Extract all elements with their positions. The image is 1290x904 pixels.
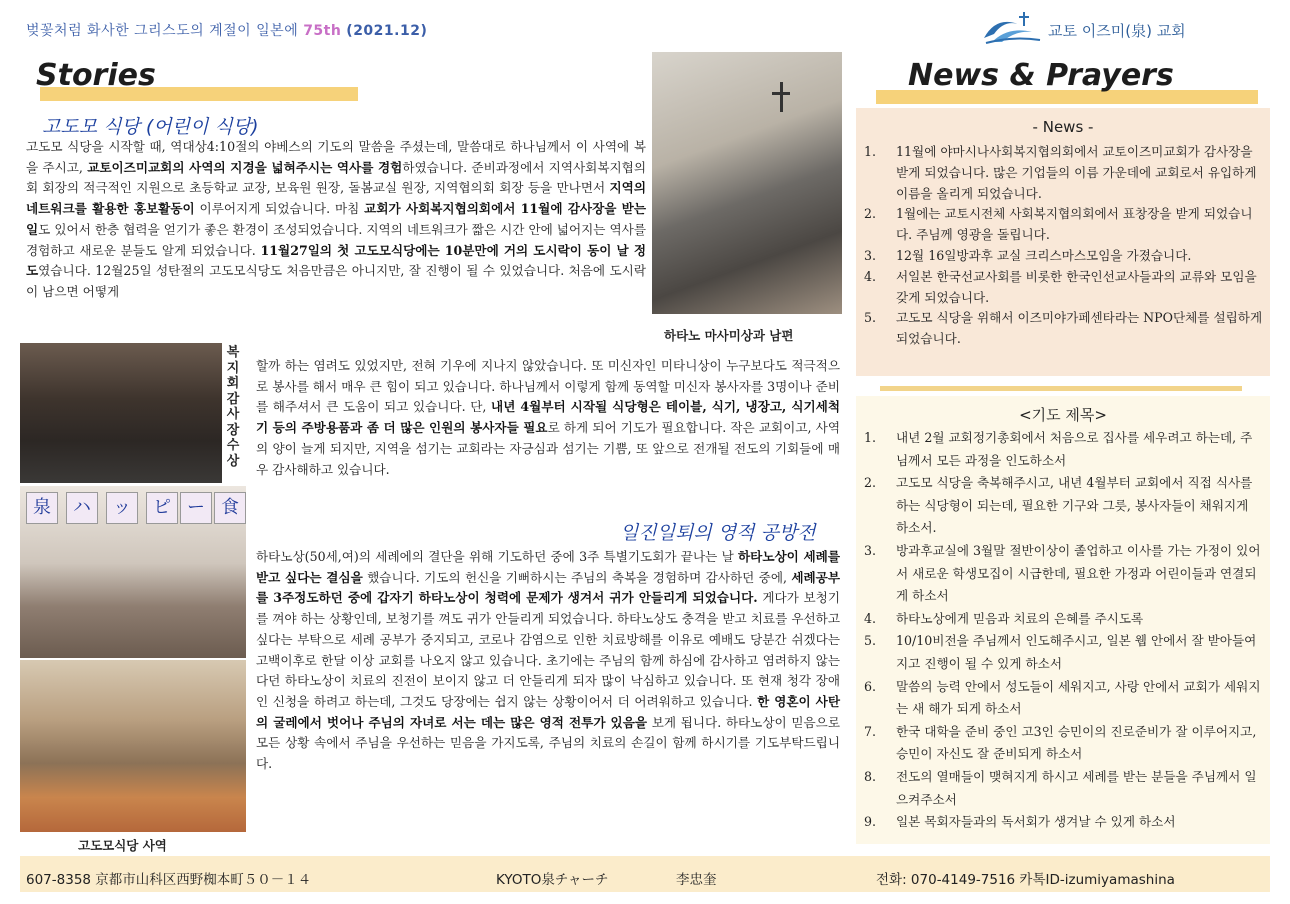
list-item-text: 1월에는 교토시전체 사회복지협의회에서 표창장을 받게 되었습니다. 주님께 영광을 돌립니다. [896, 206, 1253, 243]
list-number: 1. [864, 430, 877, 445]
hatano-photo-caption: 하타노 마사미상과 남편 [664, 328, 794, 343]
list-item [864, 472, 1264, 540]
list-item-text: 고도모 식당을 축복해주시고, 내년 4월부터 교회에서 직접 식사를 하는 식당형이 되는데, 필요한 기구와 그릇, 봉사자들이 채워지게 하소서. [896, 475, 1253, 536]
list-item-text: 전도의 열매들이 맺혀지게 하시고 세례를 받는 분들을 주님께서 일으켜주소서 [896, 768, 1257, 807]
footer-address: 607-8358 京都市山科区西野椥本町５０－１４ [26, 872, 312, 888]
list-item [864, 811, 1264, 834]
list-item-text: 일본 목회자들과의 독서회가 생겨날 수 있게 하소서 [896, 814, 1176, 830]
newsletter-header [26, 20, 427, 40]
prayer-heading: <기도 제목> [1019, 406, 1107, 424]
news-list [864, 142, 1264, 350]
list-item-text: 하타노상에게 믿음과 치료의 은혜를 주시도록 [896, 610, 1144, 626]
photo-sign: ー [180, 492, 212, 524]
list-item [864, 267, 1264, 309]
list-number: 4. [864, 268, 877, 284]
section-divider [880, 386, 1242, 391]
list-item-text: 10/10비전을 주님께서 인도해주시고, 일본 웹 안에서 잘 받아들여지고 진행이 될 수 있게 하소서 [896, 633, 1257, 671]
stories-title: Stories [36, 58, 156, 93]
list-item-text: 서일본 한국선교사회를 비롯한 한국인선교사들과의 교류와 모임을 갖게 되었습니다. [896, 268, 1257, 305]
story2-paragraph: 하타노상(50세,여)의 세례에의 결단을 위해 기도하던 중에 3주 특별기도회가 끝나는 날 하타노상이 세례를 받고 싶다는 결심을 했습니다. 기도의 헌신을 기뻐하시는 주님의 축복을 경험하며 감사하던 중에, 세례공부를 3주정도하던 중에 갑자기 하타노상이 청력에 문제가 생겨서 귀가 안들리게 되었습니다. 게다가 보청기를 껴야 하는 상황인데, 보청기를 껴도 귀가 안들리게 되었습니다. 하타노상도 충격을 받고 치료를 우선하고싶다는 부탁으로 세례 공부가 중지되고, 코로나 감염으로 인한 치료방해를 이유로 예배도 당분간 쉬겠다는 고백이후로 한달 이상 교회를 나오지 않고 있습니다. 초기에는 주님의 함께 하심에 감사하고 염려하지 않는다던 하타노상이 치료의 진전이 보이지 않고 더 안들리게 되자 많이 낙심하고 있습니다. 또 현재 청각 장애인 신청을 하려고 하는데, 그것도 당장에는 쉽지 않는 상황이어서 더 어려워하고 있습니다. 한 영혼이 사탄의 굴레에서 벗어나 주님의 자녀로 서는 데는 많은 영적 전투가 있음을 보게 됩니다. 하타노상이 믿음으로 모든 상황 속에서 주님을 우선하는 믿음을 가지도록, 주님의 치료의 손길이 함께 하시기를 기도부탁드립니다. [256, 549, 841, 772]
list-number: 4. [864, 610, 877, 626]
footer-contact: 전화: 070-4149-7516 카톡ID-izumiyamashina [876, 872, 1175, 888]
photo-sign: 食 [214, 492, 246, 524]
photo-sign: ッ [106, 492, 138, 524]
list-item [864, 608, 1264, 631]
list-number: 6. [864, 678, 877, 694]
list-item [864, 246, 1264, 267]
list-number: 3. [864, 542, 877, 558]
list-item [864, 142, 1264, 204]
emphasis-text: 하타노상이 세례를 받고 싶다는 결심을 [256, 549, 840, 585]
list-number: 9. [864, 814, 877, 830]
list-number: 5. [864, 633, 877, 649]
emphasis-text: 11월27일의 첫 고도모식당에는 10분만에 거의 도시락이 동이 날 정도 [26, 242, 646, 279]
emphasis-text: 교토이즈미교회의 사역의 지경을 넓혀주시는 역사를 경험 [87, 159, 403, 175]
church-name: 교토 이즈미(泉) 교회 [1048, 22, 1186, 40]
list-item-text: 고도모 식당을 위해서 이즈미야가페센타라는 NPO단체를 설립하게 되었습니다. [896, 310, 1263, 347]
list-item-text: 한국 대학을 준비 중인 고3인 승민이의 진로준비가 잘 이루어지고, 승민이 자신도 잘 준비되게 하소서 [896, 723, 1257, 762]
prayer-list [864, 427, 1264, 834]
list-item [864, 676, 1264, 721]
issue-date: (2021.12) [346, 23, 428, 39]
story1-paragraph: 고도모 식당을 시작할 때, 역대상4:10절의 야베스의 기도의 말씀을 주셨는데, 말씀대로 하나님께서 이 사역에 복을 주시고, 교토이즈미교회의 사역의 지경을 넓혀주시는 역사를 경험하였습니다. 준비과정에서 지역사회복지협의회 회장의 적극적인 지원으로 초등학교 교장, 보육원 원장, 돌봄교실 원장, 지역협의회 회장 등을 만나면서 지역의 네트워크를 활용한 홍보활동이 이루어지게 되었습니다. 마침 교회가 사회복지협의회에서 11월에 감사장을 받는 일도 있어서 한층 협력을 얻기가 좋은 환경이 조성되었습니다. 지역의 네트워크가 짧은 시간 안에 넓어지는 역사를 경험하고 새로운 분들도 알게 되었습니다. 11월27일의 첫 고도모식당에는 10분만에 거의 도시락이 동이 날 정도였습니다. 12월25일 성탄절의 고도모식당도 처음만큼은 아니지만, 잘 진행이 될 수 있었습니다. 처음에 도시락이 남으면 어떻게 [26, 139, 647, 299]
list-item [864, 540, 1264, 608]
list-number: 8. [864, 768, 877, 784]
list-number: 3. [864, 247, 877, 263]
award-ceremony-photo [20, 343, 222, 483]
emphasis-text: 지역의 네트워크를 활용한 홍보활동이 [26, 180, 646, 217]
happy-meal-photo [20, 486, 246, 658]
photo-sign: ハ [66, 492, 98, 524]
list-item-text: 말씀의 능력 안에서 성도들이 세워지고, 사랑 안에서 교회가 세워지는 새 해가 되게 하소서 [896, 678, 1261, 717]
list-number: 5. [864, 310, 877, 326]
footer-pastor-name: 李忠奎 [676, 872, 717, 888]
story2-title: 일진일퇴의 영적 공방전 [620, 522, 816, 544]
list-item [864, 766, 1264, 811]
list-number: 2. [864, 475, 877, 491]
hatano-couple-photo [652, 52, 842, 314]
list-item-text: 11월에 야마시나사회복지협의회에서 교토이즈미교회가 감사장을 받게 되었습니다. 많은 기업들의 이름 가운데에 교회로서 유입하게 이름을 올리게 되었습니다. [896, 144, 1257, 201]
kitchen-photo-caption: 고도모식당 사역 [78, 838, 167, 853]
emphasis-text: 내년 4월부터 시작될 식당형은 테이블, 식기, 냉장고, 식기세척기 등의 주방용품과 좀 더 많은 인원의 봉사자들 필요 [256, 399, 840, 436]
list-item-text: 12월 16일방과후 교실 크리스마스모임을 가졌습니다. [896, 247, 1192, 263]
story1-title: 고도모 식당 (어린이 식당) [42, 116, 259, 138]
list-number: 7. [864, 723, 877, 739]
emphasis-text: 한 영혼이 사탄의 굴레에서 벗어나 주님의 자녀로 서는 데는 많은 영적 전투가 있음을 [256, 693, 840, 730]
list-item [864, 308, 1264, 350]
photo-sign: ピ [146, 492, 178, 524]
list-number: 2. [864, 206, 877, 222]
list-item [864, 721, 1264, 766]
award-photo-caption: 복지회감사장수상 [226, 345, 240, 469]
list-item-text: 방과후교실에 3월말 절반이상이 졸업하고 이사를 가는 가정이 있어서 새로운 학생모집이 시급한데, 필요한 가정과 어린이들과 연결되게 하소서 [896, 542, 1261, 604]
emphasis-text: 세례공부를 3주정도하던 중에 갑자기 하타노상이 청력에 문제가 생겨서 귀가 안들리게 되었습니다. [256, 569, 841, 606]
list-item-text: 내년 2월 교회정기총회에서 처음으로 집사를 세우려고 하는데, 주님께서 모든 과정을 인도하소서 [896, 430, 1253, 468]
issue-number: 75th [303, 23, 342, 39]
series-title: 벚꽃처럼 화사한 그리스도의 계절이 일본에 [26, 23, 299, 39]
church-logo-icon [982, 10, 1042, 46]
kitchen-service-photo [20, 660, 246, 832]
story1-paragraph-continued: 할까 하는 염려도 있었지만, 전혀 기우에 지나지 않았습니다. 또 미신자인 미타니상이 누구보다도 적극적으로 봉사를 해서 매우 큰 힘이 되고 있습니다. 하나님께서 이렇게 함께 동역할 미신자 봉사자를 3명이나 준비를 해주셔서 큰 도움이 되고 있습니다. 단, 내년 4월부터 시작될 식당형은 테이블, 식기, 냉장고, 식기세척기 등의 주방용품과 좀 더 많은 인원의 봉사자들 필요로 하게 되어 기도가 필요합니다. 작은 교회이고, 사역의 양이 늘게 되지만, 지역을 섬기는 교회라는 자긍심과 섬기는 기쁨, 또 앞으로 전개될 전도의 기회들에 매우 감사해하고 있습니다. [256, 358, 840, 477]
list-item [864, 427, 1264, 472]
emphasis-text: 교회가 사회복지협의회에서 11월에 감사장을 받는 일 [26, 201, 647, 237]
list-item [864, 630, 1264, 675]
list-number: 1. [864, 144, 877, 159]
footer-church-name: KYOTO泉チャーチ [496, 872, 609, 888]
list-item [864, 204, 1264, 246]
news-heading: - News - [1032, 118, 1094, 136]
photo-sign: 泉 [26, 492, 58, 524]
news-prayers-title: News & Prayers [908, 58, 1174, 93]
